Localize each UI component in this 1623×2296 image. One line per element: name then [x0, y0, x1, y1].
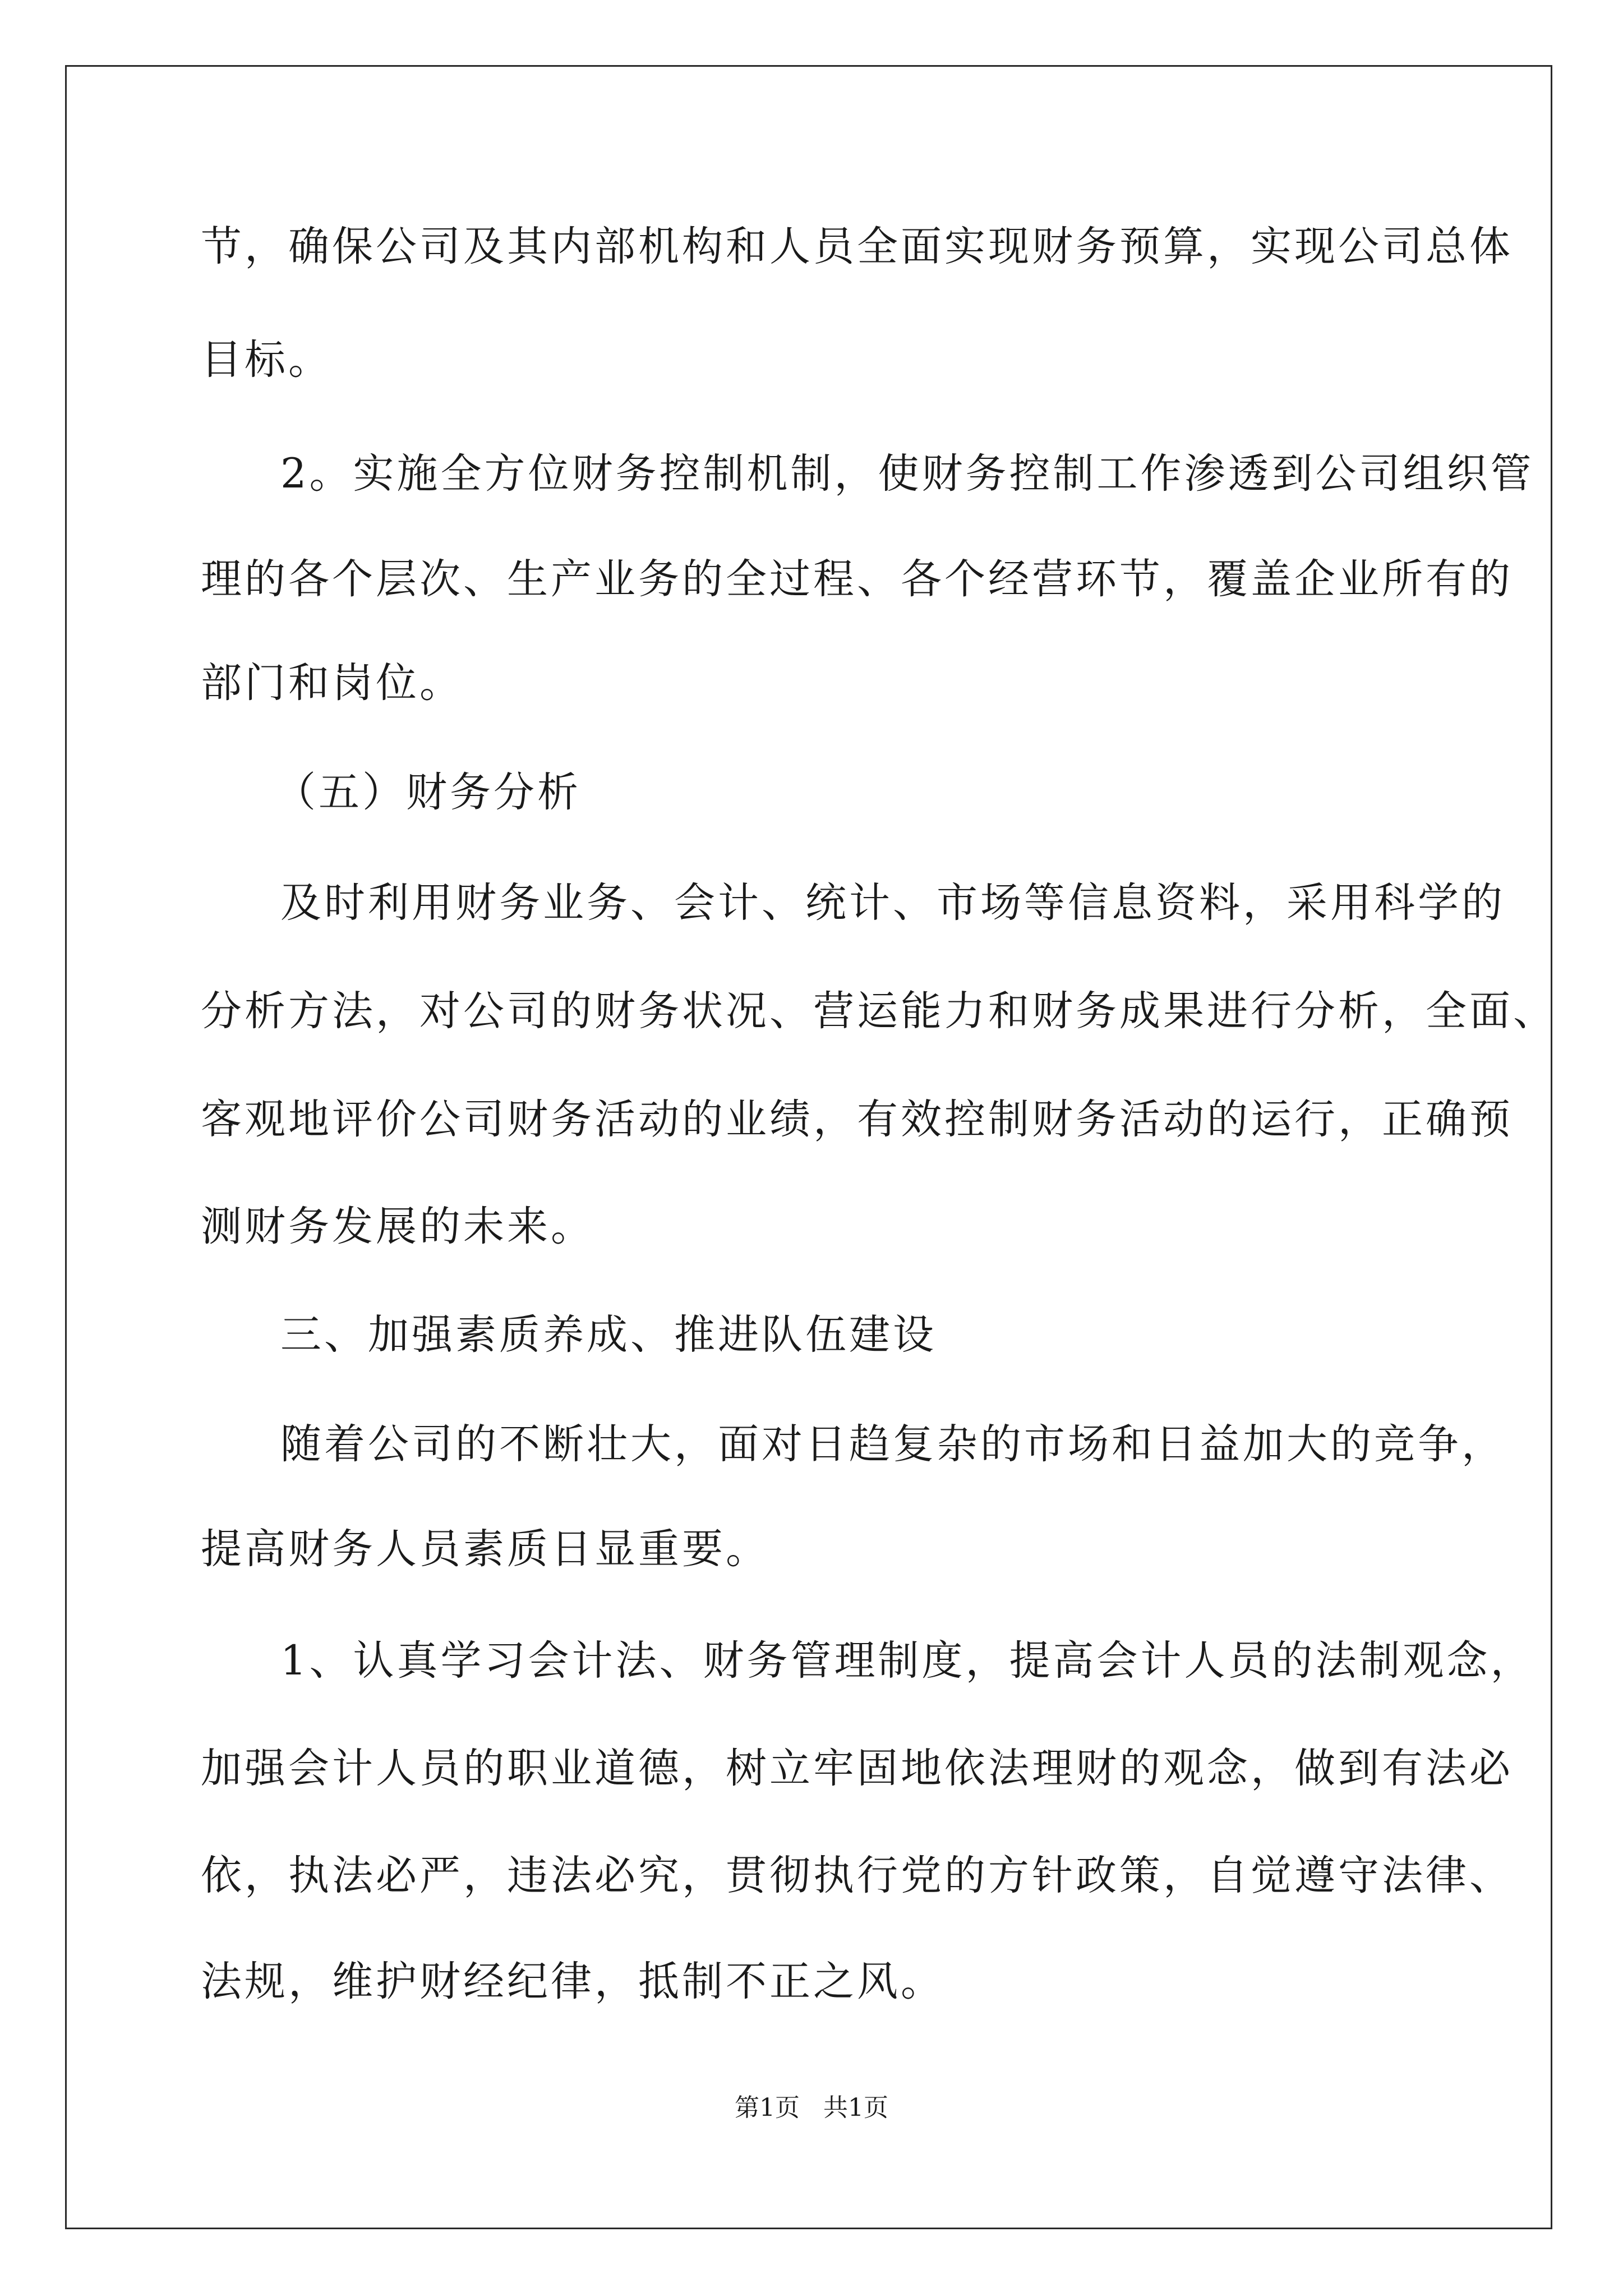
body-line: 客观地评价公司财务活动的业绩，有效控制财务活动的运行，正确预 — [201, 1096, 1513, 1143]
body-line: 1、认真学习会计法、财务管理制度，提高会计人员的法制观念， — [280, 1637, 1534, 1685]
section-heading: 三、加强素质养成、推进队伍建设 — [280, 1311, 937, 1359]
section-heading: （五）财务分析 — [275, 769, 581, 816]
body-line: 测财务发展的未来。 — [201, 1203, 594, 1250]
body-line: 节，确保公司及其内部机构和人员全面实现财务预算，实现公司总体 — [201, 223, 1513, 270]
body-line: 及时利用财务业务、会计、统计、市场等信息资料，采用科学的 — [280, 879, 1505, 927]
body-line: 提高财务人员素质日显重要。 — [201, 1525, 769, 1573]
body-line: 加强会计人员的职业道德，树立牢固地依法理财的观念，做到有法必 — [201, 1745, 1513, 1792]
body-line: 目标。 — [201, 336, 332, 384]
page-number-footer: 第1页 共1页 — [735, 2093, 888, 2122]
body-line: 依，执法必严，违法必究，贯彻执行党的方针政策，自觉遵守法律、 — [201, 1852, 1513, 1899]
body-line: 随着公司的不断壮大，面对日趋复杂的市场和日益加大的竞争， — [280, 1420, 1505, 1468]
body-line: 法规，维护财经纪律，抵制不正之风。 — [201, 1958, 944, 2005]
body-line: 2。实施全方位财务控制机制，使财务控制工作渗透到公司组织管 — [280, 450, 1534, 498]
body-line: 部门和岗位。 — [201, 659, 463, 707]
body-line: 分析方法，对公司的财务状况、营运能力和财务成果进行分析，全面、 — [201, 987, 1557, 1035]
body-line: 理的各个层次、生产业务的全过程、各个经营环节，覆盖企业所有的 — [201, 555, 1513, 603]
